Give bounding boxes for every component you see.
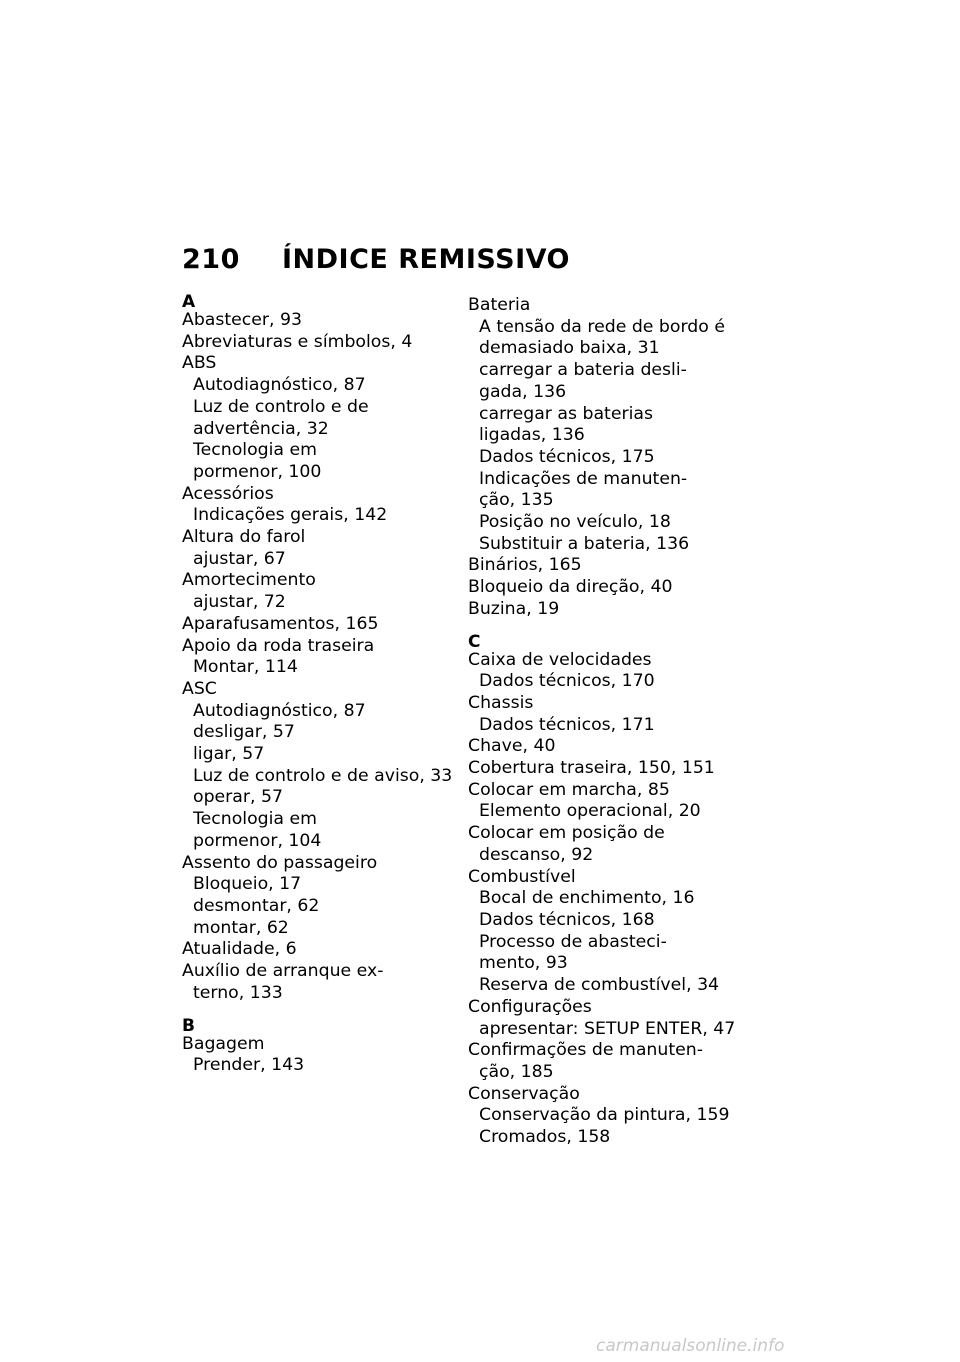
section-letter-b: B xyxy=(182,1015,195,1036)
index-subentry: ligar, 57 xyxy=(193,744,265,765)
index-subentry: Substituir a bateria, 136 xyxy=(479,533,690,554)
index-entry: Chave, 40 xyxy=(468,736,556,757)
index-entry: Altura do farol xyxy=(182,527,306,548)
index-subentry: Dados técnicos, 170 xyxy=(479,671,655,692)
watermark: carmanualsonline.info xyxy=(596,1336,785,1356)
index-entry: Buzina, 19 xyxy=(468,598,560,619)
index-subentry: Bloqueio, 17 xyxy=(193,874,302,895)
index-subentry: Posição no veículo, 18 xyxy=(479,512,671,533)
index-entry: Combustível xyxy=(468,866,576,887)
index-entry: Caixa de velocidades xyxy=(468,649,652,670)
index-subentry: carregar as baterias xyxy=(479,403,653,424)
index-subentry: pormenor, 104 xyxy=(193,830,322,851)
index-entry: Auxílio de arranque ex- xyxy=(182,961,384,982)
index-subentry: Elemento operacional, 20 xyxy=(479,801,701,822)
index-subentry: Indicações de manuten- xyxy=(479,468,688,489)
index-entry: Bateria xyxy=(468,295,531,315)
index-subentry: Indicações gerais, 142 xyxy=(193,505,388,526)
index-column-right xyxy=(468,295,743,1149)
section-letter-c: C xyxy=(468,631,481,652)
index-subentry: operar, 57 xyxy=(193,787,283,808)
index-entry: Acessórios xyxy=(182,483,274,504)
index-entry-continuation: ção, 185 xyxy=(479,1061,554,1082)
index-subentry: Tecnologia em xyxy=(193,440,317,461)
index-entry: Conservação xyxy=(468,1083,580,1104)
index-column-left xyxy=(182,292,453,1077)
index-entry: Configurações xyxy=(468,996,592,1017)
index-entry: Abreviaturas e símbolos, 4 xyxy=(182,331,413,352)
index-subentry: demasiado baixa, 31 xyxy=(479,338,660,359)
page-header xyxy=(182,244,570,275)
index-subentry: Montar, 114 xyxy=(193,657,298,678)
index-subentry: gada, 136 xyxy=(479,381,567,402)
index-entry: Confirmações de manuten- xyxy=(468,1040,703,1061)
index-subentry: Autodiagnóstico, 87 xyxy=(193,375,366,396)
index-entry: Binários, 165 xyxy=(468,555,582,576)
index-subentry: ajustar, 72 xyxy=(193,592,286,613)
index-subentry: carregar a bateria desli- xyxy=(479,360,687,381)
index-subentry: desligar, 57 xyxy=(193,722,295,743)
index-subentry: ligadas, 136 xyxy=(479,425,585,446)
index-entry: Abastecer, 93 xyxy=(182,310,303,330)
index-entry: Atualidade, 6 xyxy=(182,939,297,960)
index-entry-continuation: descanso, 92 xyxy=(479,844,594,865)
index-entry: Assento do passageiro xyxy=(182,852,378,873)
index-subentry: Dados técnicos, 168 xyxy=(479,909,655,930)
index-subentry: pormenor, 100 xyxy=(193,461,322,482)
index-subentry: mento, 93 xyxy=(479,953,568,974)
index-subentry: montar, 62 xyxy=(193,917,289,938)
index-subentry: apresentar: SETUP ENTER, 47 xyxy=(479,1018,736,1039)
index-entry: Bloqueio da direção, 40 xyxy=(468,577,673,598)
index-entry: ASC xyxy=(182,678,217,699)
index-entry: ABS xyxy=(182,353,217,374)
index-entry: Cobertura traseira, 150, 151 xyxy=(468,758,715,779)
index-subentry: Luz de controlo e de aviso, 33 xyxy=(193,765,453,786)
index-entry: Colocar em marcha, 85 xyxy=(468,779,670,800)
index-subentry: Bocal de enchimento, 16 xyxy=(479,888,695,909)
index-subentry: ajustar, 67 xyxy=(193,548,286,569)
index-entry: Chassis xyxy=(468,692,534,713)
section-letter-a: A xyxy=(182,292,196,312)
index-subentry: Dados técnicos, 171 xyxy=(479,714,655,735)
index-subentry: Conservação da pintura, 159 xyxy=(479,1105,730,1126)
index-entry: Amortecimento xyxy=(182,570,316,591)
index-entry: Aparafusamentos, 165 xyxy=(182,613,379,634)
index-entry: Apoio da roda traseira xyxy=(182,635,375,656)
index-entry: Bagagem xyxy=(182,1033,265,1054)
index-subentry: ção, 135 xyxy=(479,490,554,511)
index-entry-continuation: terno, 133 xyxy=(193,982,283,1003)
page-title: ÍNDICE REMISSIVO xyxy=(282,244,571,275)
index-subentry: Luz de controlo e de xyxy=(193,396,369,417)
index-subentry: A tensão da rede de bordo é xyxy=(479,316,725,337)
index-subentry: Reserva de combustível, 34 xyxy=(479,975,720,996)
index-subentry: Processo de abasteci- xyxy=(479,931,667,952)
index-entry: Colocar em posição de xyxy=(468,823,665,844)
index-subentry: Dados técnicos, 175 xyxy=(479,446,655,467)
index-subentry: Cromados, 158 xyxy=(479,1127,611,1148)
page-number: 210 xyxy=(182,244,240,275)
index-subentry: Autodiagnóstico, 87 xyxy=(193,700,366,721)
index-subentry: desmontar, 62 xyxy=(193,895,320,916)
index-subentry: Tecnologia em xyxy=(193,809,317,830)
index-subentry: advertência, 32 xyxy=(193,418,329,439)
index-subentry: Prender, 143 xyxy=(193,1055,305,1076)
